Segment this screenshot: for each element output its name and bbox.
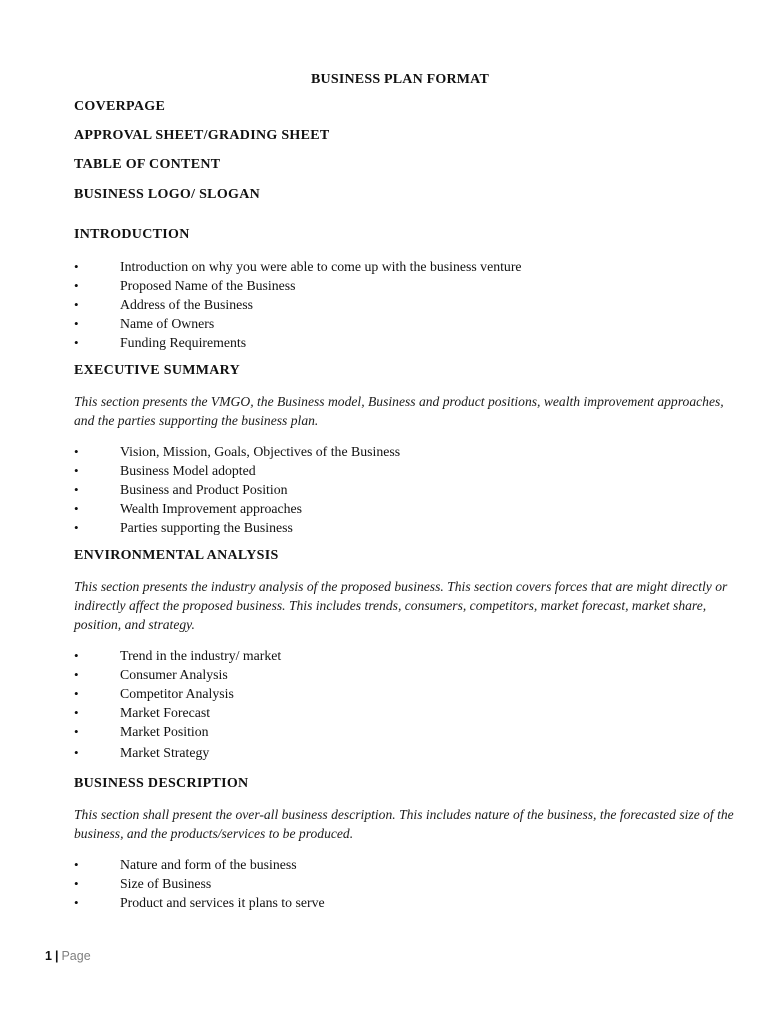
bullet-icon: • xyxy=(74,648,79,663)
bullet-icon: • xyxy=(74,857,79,872)
bullet-icon: • xyxy=(74,259,79,274)
bullet-icon: • xyxy=(74,705,79,720)
business-description-description: This section shall present the over-all business description. This includes nature of the business, the forecasted size of the business, and the products/services to be produced. xyxy=(74,807,734,841)
document-page: BUSINESS PLAN FORMAT COVERPAGE APPROVAL SHEET/GRADING SHEET TABLE OF CONTENT BUSINESS LOGO/ SLOGAN INTRODUCTION • Introduction on why you were able to come up with the business venture • Proposed Name of the Business • Address of the Business • Name of Owners • Funding Requirements EXECUTIVE SUMMARY This section presents the VMGO, the Business model, Business and product positions, wealth improvement approaches, and the parties supporting the business plan. • Vision, Mission, Goals, Objectives of the Business • Business Model adopted • Business and Product Position • Wealth Improvement approaches • Parties supporting the Business ENVIRONMENTAL ANALYSIS This section presents the industry analysis of the proposed business. This section covers forces that are might directly or indirectly affect the proposed business. This includes trends, consumers, competitors, market forecast, market share, position, and strategy. • Trend in the industry/ market • Consumer Analysis • Competitor Analysis • Market Forecast • Market Position • Market Strategy BUSINESS DESCRIPTION This section shall present the over-all business description. This includes nature of the business, the forecasted size of the business, and the products/services to be produced. • Nature and form of the business • Size of Business • Product and services it plans to serve 1 | Page xyxy=(0,0,768,1024)
page-number: 1 xyxy=(45,949,52,963)
bullet-icon: • xyxy=(74,724,79,739)
environmental-analysis-description: This section presents the industry analysis of the proposed business. This section covers forces that are might directly or indirectly affect the proposed business. This includes trends, consumers, competitors, market forecast, market share, position, and strategy. xyxy=(74,579,728,632)
bullet-icon: • xyxy=(74,297,79,312)
bullet-icon: • xyxy=(74,895,79,910)
page-footer xyxy=(45,949,91,963)
page-label: Page xyxy=(61,949,91,963)
bullet-icon: • xyxy=(74,278,79,293)
bullet-icon: • xyxy=(74,686,79,701)
bullet-icon: • xyxy=(74,444,79,459)
heading-environmental-analysis: ENVIRONMENTAL ANALYSIS xyxy=(74,548,279,563)
bullet-icon: • xyxy=(74,335,79,350)
executive-summary-description: This section presents the VMGO, the Business model, Business and product positions, wealth improvement approaches, and the parties supporting the business plan. xyxy=(74,394,724,428)
heading-introduction: INTRODUCTION xyxy=(74,227,190,242)
bullet-icon: • xyxy=(74,520,79,535)
bullet-icon: • xyxy=(74,876,79,891)
bullet-icon: • xyxy=(74,501,79,516)
bullet-icon: • xyxy=(74,745,79,760)
bullet-icon: • xyxy=(74,463,79,478)
footer-separator: | xyxy=(54,949,59,963)
heading-business-logo: BUSINESS LOGO/ SLOGAN xyxy=(74,187,261,202)
heading-table-of-content: TABLE OF CONTENT xyxy=(74,157,221,172)
heading-approval-sheet: APPROVAL SHEET/GRADING SHEET xyxy=(74,128,330,143)
bullet-icon: • xyxy=(74,316,79,331)
heading-executive-summary: EXECUTIVE SUMMARY xyxy=(74,363,241,378)
document-title: BUSINESS PLAN FORMAT xyxy=(311,72,489,87)
heading-coverpage: COVERPAGE xyxy=(74,99,166,114)
heading-business-description: BUSINESS DESCRIPTION xyxy=(74,776,249,791)
bullet-icon: • xyxy=(74,667,79,682)
bullet-icon: • xyxy=(74,482,79,497)
